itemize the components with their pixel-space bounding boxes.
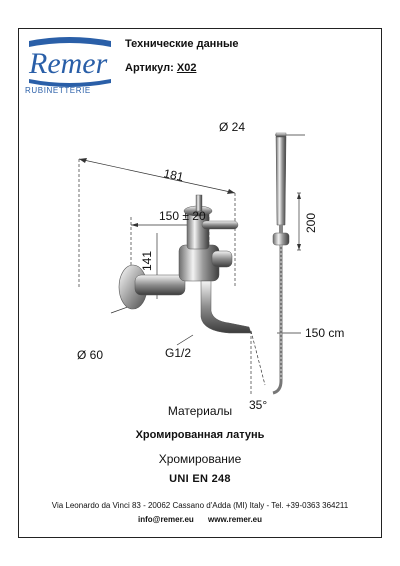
dim-total-length: 181 [162,166,185,185]
dim-center-distance: 150 ± 20 [159,209,206,223]
spec-sheet [18,28,382,538]
dim-hose-length: 150 cm [305,326,345,340]
material-body: Хромированная латунь [135,429,265,441]
dim-thread: G1/2 [165,346,192,360]
brand-sub: RUBINETTERIE [25,86,91,95]
mixer-body [179,195,238,281]
material-finish: Хромирование [158,452,242,466]
dim-hose-height: 200 [304,212,318,233]
dim-wall-plate: Ø 60 [77,348,104,362]
dim-height: 141 [140,250,154,271]
dim-handshower-diameter: Ø 24 [219,120,246,134]
brand-name: Remer [29,47,108,80]
material-norm: UNI EN 248 [169,473,231,485]
spout [201,281,251,333]
technical-drawing [69,95,379,411]
article-line [125,62,196,74]
dim-angle: 35° [249,398,268,411]
footer-web[interactable]: www.remer.eu [208,515,262,524]
footer-address: Via Leonardo da Vinci 83 - 20062 Cassano d'Adda (MI) Italy - Tel. +39-0363 364211 [51,501,349,510]
materials-title: Материалы [167,404,233,418]
hand-shower [273,133,289,245]
footer-email[interactable]: info@remer.eu [137,515,194,524]
article-label: Артикул: [125,62,174,74]
footer-contacts [19,515,381,524]
page-title: Технические данные [125,38,239,50]
article-code: X02 [176,62,197,74]
shower-hose [273,245,281,393]
